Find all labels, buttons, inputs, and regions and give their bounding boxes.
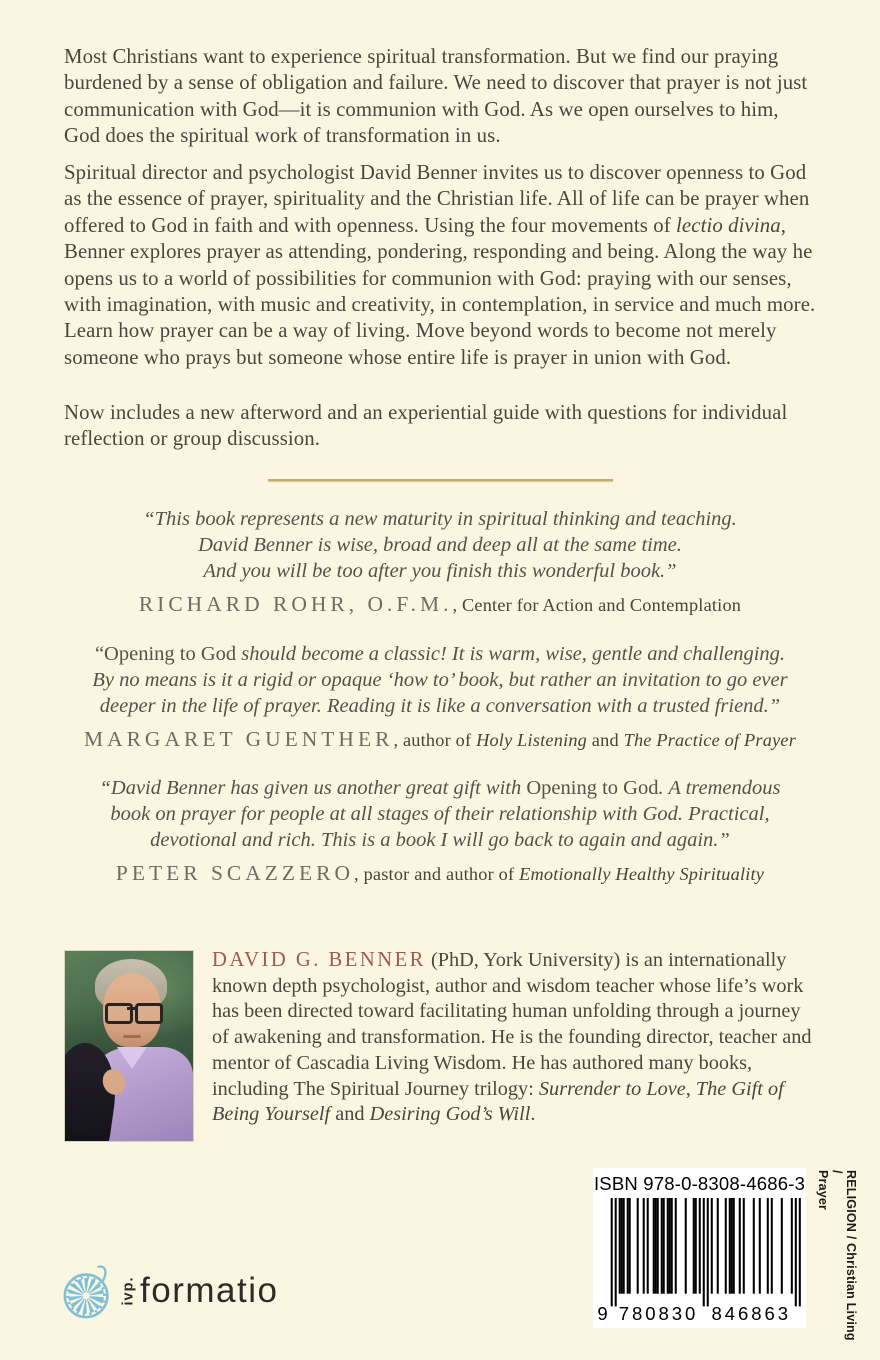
nautilus-shell-icon: [60, 1260, 118, 1322]
quote-attribution: [60, 592, 820, 617]
quote-attribution: [60, 861, 820, 886]
quote-line: “Opening to God should become a classic! It is warm, wise, gentle and challenging.: [94, 643, 786, 665]
category-label: [816, 1170, 858, 1345]
author-name: DAVID G. BENNER: [212, 949, 426, 971]
publisher-logo: [60, 1256, 278, 1326]
endorser-role: , pastor and author of Emotionally Healthy Spirituality: [354, 864, 765, 885]
quote-line: deeper in the life of prayer. Reading it is like a conversation with a trusted friend.”: [99, 694, 781, 717]
quote-line: “David Benner has given us another great gift with Opening to God. A tremendous: [99, 777, 781, 799]
synopsis-paragraph-1: Most Christians want to experience spiritual transformation. But we find our praying burdened by a sense of obligation and failure. We need to discover that prayer is not just communication with God—it is communion with God. As we open ourselves to him, God does the spiritual work of transformation in us.: [64, 45, 808, 148]
category-line-2: Prayer: [816, 1170, 830, 1211]
author-photo: [64, 950, 194, 1142]
endorser-name: PETER SCAZZERO: [115, 861, 355, 886]
quote-line: And you will be too after you finish this wonderful book.”: [203, 559, 677, 582]
quote-line: book on prayer for people at all stages of their relationship with God. Practical,: [110, 802, 770, 825]
quote-line: By no means is it a rigid or opaque ‘how to’ book, but rather an invitation to go ever: [92, 668, 788, 691]
ean13-barcode: [597, 1197, 802, 1324]
endorsement-quote-guenther: [60, 642, 820, 752]
synopsis-paragraph-2: Spiritual director and psychologist David Benner invites us to discover openness to God as the essence of prayer, spirituality and the Christian life. All of life can be prayer when offered to God in faith and with openness. Using the four movements of lectio divina, Benner explores prayer as attending, pondering, responding and being. Along the way he opens us to a world of possibilities for communion with God: praying with our senses, with imagination, with music and creativity, in contemplation, in service and much more. Learn how prayer can be a way of living. Move beyond words to become not merely someone who prays but someone whose entire life is prayer in union with God.: [64, 161, 816, 369]
svg-text:846863: 846863: [711, 1303, 791, 1324]
category-line-1: RELIGION / Christian Living /: [830, 1170, 858, 1341]
quote-line: devotional and rich. This is a book I will go back to again and again.”: [150, 828, 730, 851]
quote-attribution: [60, 727, 820, 752]
isbn-label: ISBN 978-0-8308-4686-3: [593, 1173, 806, 1194]
endorsement-quote-rohr: [60, 507, 820, 617]
quote-line: David Benner is wise, broad and deep all at the same time.: [198, 533, 682, 556]
formatio-wordmark: formatio: [140, 1271, 279, 1310]
author-bio-body: (PhD, York University) is an internationally known depth psychologist, author and wisdom teacher whose life’s work has been directed toward facilitating human unfolding through a journey of awakening and transformation. He is the founding director, teacher and mentor of Cascadia Living Wisdom. He has authored many books, including The Spiritual Journey trilogy: Surrender to Love, The Gift of Being Yourself and Desiring God’s Will.: [212, 949, 812, 1126]
photo-glasses-bridge: [127, 1007, 135, 1010]
barcode: [593, 1168, 806, 1328]
endorser-role: , author of Holy Listening and The Practice of Prayer: [393, 730, 797, 751]
photo-glasses: [135, 1003, 163, 1024]
quote-line: “This book represents a new maturity in spiritual thinking and teaching.: [143, 508, 737, 530]
endorsement-quote-scazzero: [60, 776, 820, 886]
gold-divider: [268, 479, 613, 481]
endorser-name: RICHARD ROHR, O.F.M.: [138, 592, 453, 617]
ivp-wordmark: ivp.: [120, 1276, 137, 1306]
endorser-name: MARGARET GUENTHER: [83, 727, 394, 752]
svg-text:9: 9: [597, 1303, 608, 1324]
endorser-role: , Center for Action and Contemplation: [452, 595, 742, 616]
photo-mouth: [123, 1035, 141, 1038]
author-bio-text: [212, 948, 822, 1128]
svg-text:780830: 780830: [618, 1303, 699, 1324]
ivp-mark-wrap: [118, 1263, 138, 1319]
synopsis-paragraph-3: Now includes a new afterword and an experiential guide with questions for individual reflection or group discussion.: [64, 401, 788, 451]
